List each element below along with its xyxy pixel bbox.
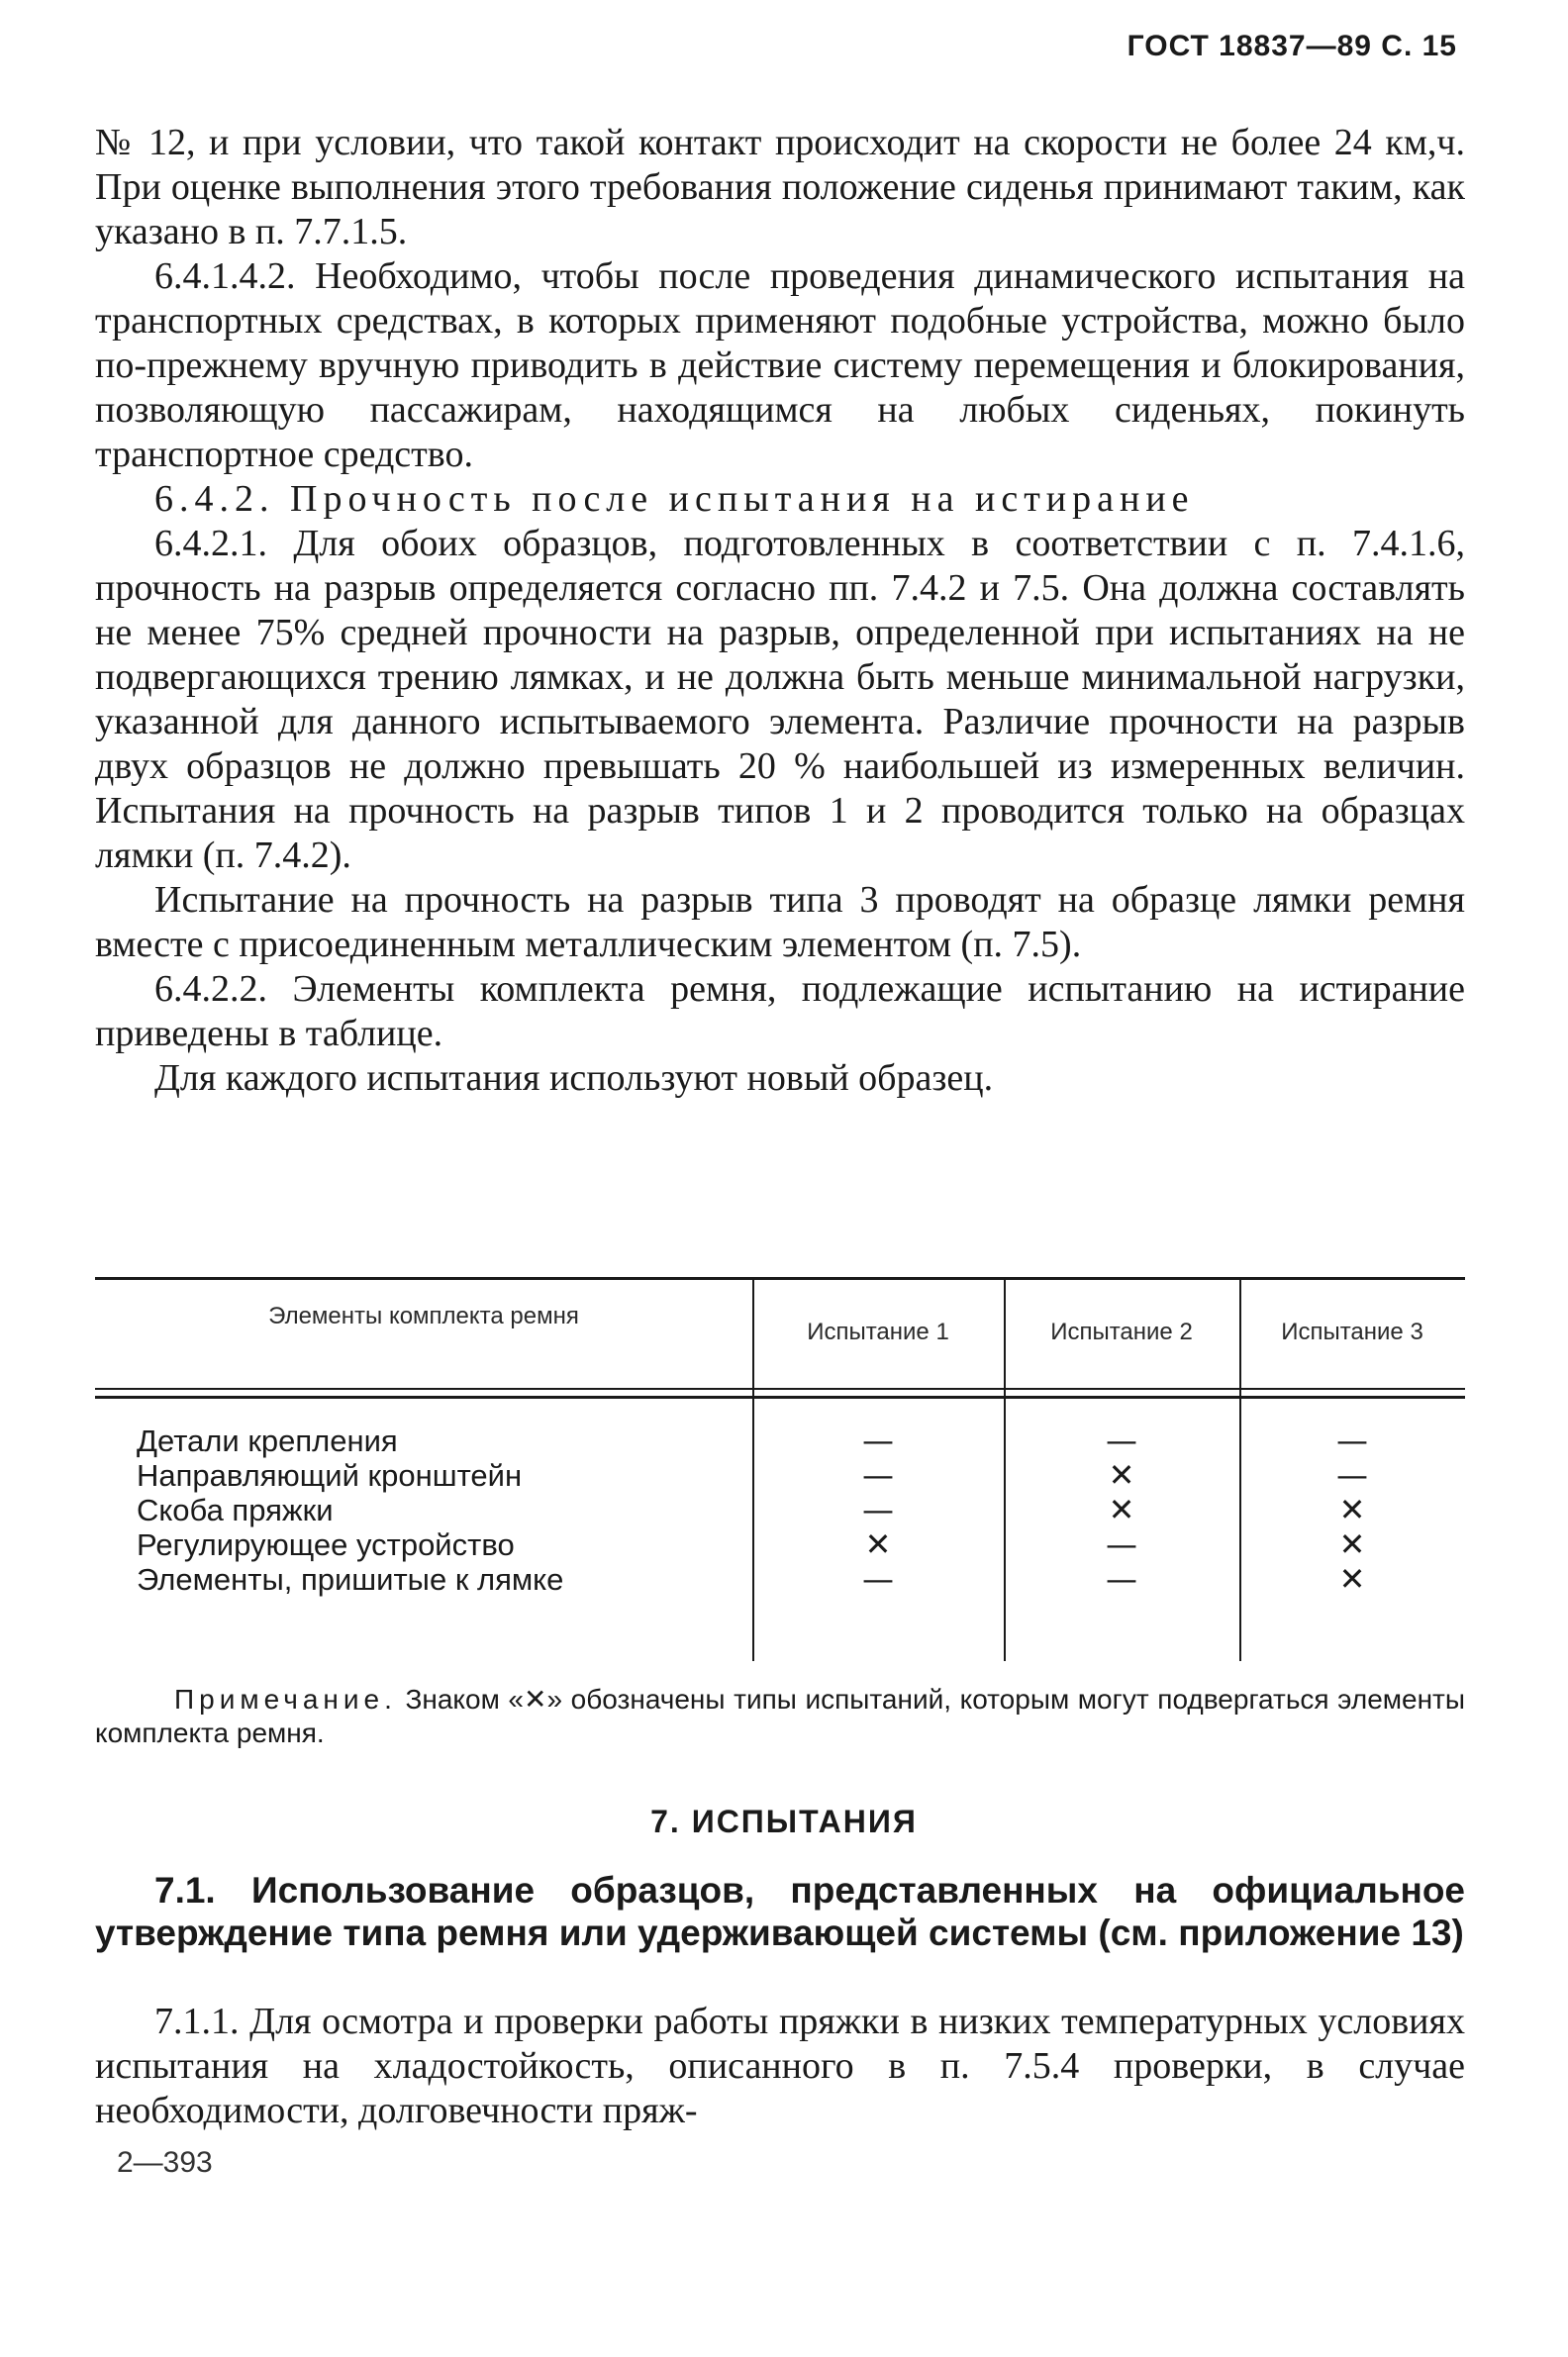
- table-header-test2: Испытание 2: [1050, 1319, 1193, 1345]
- table-cell-mark: —: [862, 1456, 894, 1494]
- subsection-title: 7.1. Использование образцов, представленных на официальное утверждение типа ремня или удерживающей системы (см. приложение 13): [95, 1870, 1465, 1953]
- table-cell-mark: ✕: [1338, 1491, 1366, 1528]
- body-text: [95, 121, 1465, 1101]
- paragraph: № 12, и при условии, что такой контакт происходит на скорости не более 24 км,ч. При оценке выполнения этого требования положение сиденья принимают таким, как указано в п. 7.7.1.5.: [95, 122, 1465, 252]
- table-row-label: Регулирующее устройство: [137, 1527, 515, 1562]
- table-top-rule: [95, 1277, 1465, 1280]
- abrasion-test-table: [95, 1277, 1465, 1661]
- section-title: 7. ИСПЫТАНИЯ: [650, 1804, 918, 1839]
- table-row-labels: [137, 1424, 563, 1597]
- table-cell-mark: ✕: [1108, 1491, 1135, 1528]
- table-cell-mark: —: [1106, 1422, 1137, 1459]
- table-cell-mark: —: [1336, 1456, 1368, 1494]
- table-header-elements: Элементы комплекта ремня: [268, 1303, 579, 1329]
- table-row-label: Скоба пряжки: [137, 1493, 334, 1527]
- page-header: ГОСТ 18837—89 С. 15: [1127, 30, 1457, 62]
- table-row-label: Направляющий кронштейн: [137, 1458, 523, 1493]
- table-note: [95, 1683, 1465, 1750]
- table-cell-mark: —: [862, 1560, 894, 1598]
- table-cell-mark: —: [1106, 1560, 1137, 1598]
- page-footer: 2—393: [117, 2146, 213, 2179]
- note-label: Примечание.: [174, 1684, 397, 1715]
- paragraph: 7.1.1. Для осмотра и проверки работы пряжки в низких температурных условиях испытания на хладостойкость, описанного в п. 7.5.4 проверки, в случае необходимости, долговечности пряж-: [95, 2001, 1465, 2131]
- note-text: Знаком «✕» обозначены типы испытаний, которым могут подвергаться элементы комплекта ремня.: [95, 1684, 1466, 1748]
- table-cell-mark: —: [862, 1422, 894, 1459]
- table-cell-mark: —: [1336, 1422, 1368, 1459]
- paragraph: Испытание на прочность на разрыв типа 3 проводят на образце лямки ремня вместе с присоединенным металлическим элементом (п. 7.5).: [95, 879, 1465, 965]
- paragraph: 6.4.2.2. Элементы комплекта ремня, подлежащие испытанию на истирание приведены в таблице.: [95, 968, 1465, 1054]
- table-row-label: Детали крепления: [137, 1424, 398, 1458]
- subsection-heading: 6.4.2. Прочность после испытания на истирание: [154, 478, 1195, 520]
- table-row-label: Элементы, пришитые к лямке: [137, 1562, 564, 1597]
- table-cell-mark: ✕: [1108, 1456, 1135, 1494]
- note-paragraph: [95, 1683, 1465, 1750]
- table-cell-mark: —: [1106, 1525, 1137, 1563]
- table-cell-mark: ✕: [1338, 1525, 1366, 1563]
- paragraph: Для каждого испытания используют новый образец.: [154, 1057, 994, 1099]
- paragraph: 6.4.1.4.2. Необходимо, чтобы после проведения динамического испытания на транспортных средствах, в которых применяют подобные устройства, можно было по-прежнему вручную приводить в действие систему перемещения и блокирования, позволяющую пассажирам, находящимся на любых сиденьях, покинуть транспортное средство.: [95, 255, 1465, 475]
- table-cell-mark: ✕: [1338, 1560, 1366, 1598]
- table-header-rule: [95, 1388, 1465, 1390]
- paragraph: 6.4.2.1. Для обоих образцов, подготовленных в соответствии с п. 7.4.1.6, прочность на разрыв определяется согласно пп. 7.4.2 и 7.5. Она должна составлять не менее 75% средней прочности на разрыв, определенной при испытаниях на не подвергающихся трению лямках, и не должна быть меньше минимальной нагрузки, указанной для данного испытываемого элемента. Различие прочности на разрыв двух образцов не должно превышать 20 % наибольшей из измеренных величин. Испытания на прочность на разрыв типов 1 и 2 проводится только на образцах лямки (п. 7.4.2).: [95, 523, 1465, 876]
- table-cell-mark: —: [862, 1491, 894, 1528]
- table-header-rule: [95, 1396, 1465, 1399]
- table-header-test3: Испытание 3: [1281, 1319, 1423, 1345]
- table-cell-mark: ✕: [864, 1525, 892, 1563]
- table-header-test1: Испытание 1: [807, 1319, 949, 1345]
